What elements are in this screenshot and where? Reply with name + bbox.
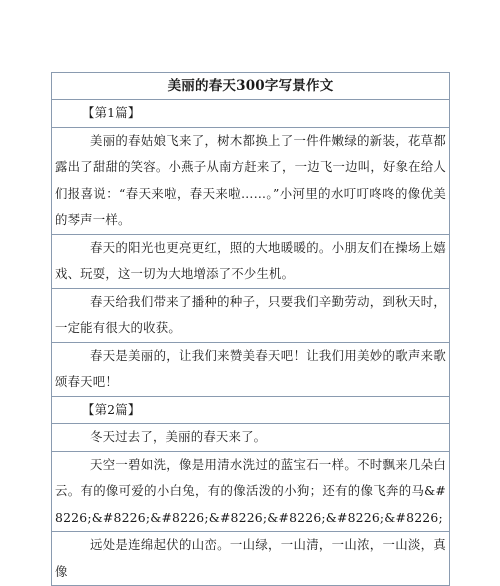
paragraph: 春天是美丽的，让我们来赞美春天吧！让我们用美妙的歌声来歌颂春天吧！ bbox=[52, 343, 449, 397]
section-1-heading: 【第1篇】 bbox=[52, 100, 449, 128]
essay-table bbox=[51, 72, 450, 586]
paragraph: 春天的阳光也更亮更红，照的大地暖暖的。小朋友们在操场上嬉戏、玩耍，这一切为大地增添了不少生机。 bbox=[52, 235, 449, 289]
section-2-heading: 【第2篇】 bbox=[52, 397, 449, 425]
paragraph: 美丽的春姑娘飞来了，树木都换上了一件件嫩绿的新装，花草都露出了甜甜的笑容。小燕子从南方赶来了，一边飞一边叫，好象在给人们报喜说：“春天来啦，春天来啦……。”小河里的水叮叮咚咚的像优美的琴声一样。 bbox=[52, 128, 449, 235]
paragraph: 春天给我们带来了播种的种子，只要我们辛勤劳动，到秋天时，一定能有很大的收获。 bbox=[52, 289, 449, 343]
paragraph: 天空一碧如洗，像是用清水洗过的蓝宝石一样。不时飘来几朵白云。有的像可爱的小白兔，有的像活泼的小狗；还有的像飞奔的马&#8226;&#8226;&#8226;&#8226;&#8226;&#8226;&#8226; bbox=[52, 452, 449, 533]
document-title: 美丽的春天300字写景作文 bbox=[52, 73, 449, 100]
paragraph: 远处是连绵起伏的山峦。一山绿，一山清，一山浓，一山淡，真像 bbox=[52, 532, 449, 586]
paragraph: 冬天过去了，美丽的春天来了。 bbox=[52, 424, 449, 452]
